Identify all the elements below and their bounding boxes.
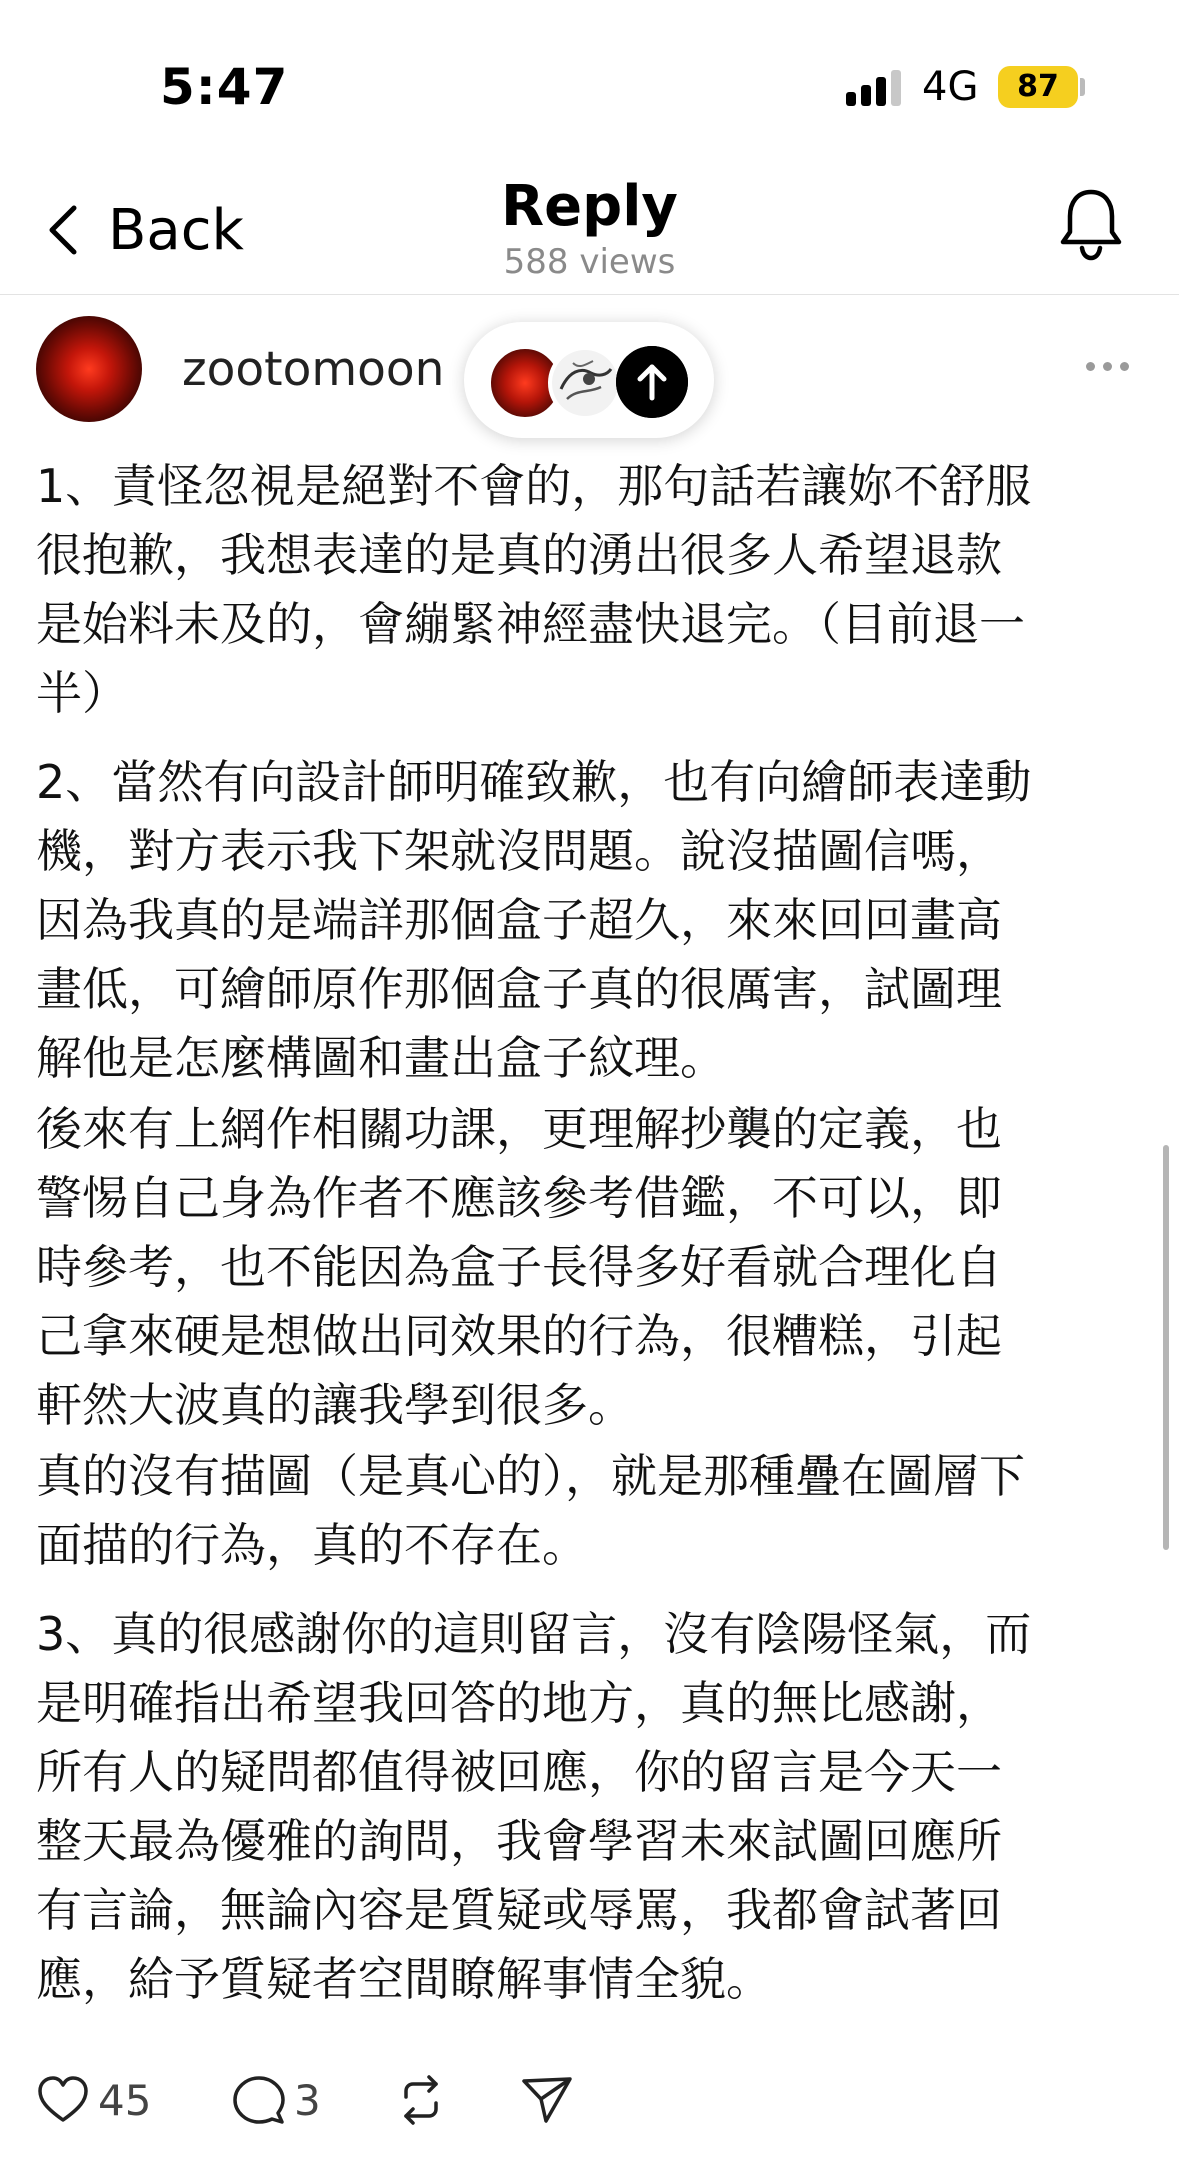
- back-label: Back: [108, 197, 244, 263]
- comment-button[interactable]: [232, 2070, 321, 2130]
- comment-count: 3: [294, 2075, 321, 2125]
- battery-cap: [1080, 78, 1085, 96]
- bell-icon[interactable]: [1058, 186, 1124, 262]
- nav-bar: [0, 170, 1179, 295]
- battery-icon: [998, 66, 1078, 108]
- participants-pill[interactable]: [464, 322, 714, 438]
- battery-level: 87: [1017, 69, 1059, 104]
- page-title: Reply: [501, 174, 678, 239]
- more-options-icon[interactable]: [1086, 360, 1132, 374]
- network-type: 4G: [922, 64, 979, 110]
- repost-button[interactable]: [394, 2070, 448, 2130]
- share-button[interactable]: [520, 2070, 574, 2130]
- post-paragraph: 1、責怪忽視是絕對不會的，那句話若讓妳不舒服 很抱歉，我想表達的是真的湧出很多人希望退款 是始料未及的，會繃緊神經盡快退完。（目前退一 半）: [36, 459, 1032, 720]
- status-bar: [0, 0, 1179, 170]
- view-count: 588 views: [503, 242, 676, 282]
- post-paragraph: 2、當然有向設計師明確致歉，也有向繪師表達動 機，對方表示我下架就沒問題。說沒描圖信嗎， 因為我真的是端詳那個盒子超久，來來回回畫高 畫低，可繪師原作那個盒子真的很厲害，試圖理 解他是怎麼構圖和畫出盒子紋理。: [36, 755, 1032, 1085]
- comment-bubble-icon: [232, 2073, 286, 2127]
- repost-icon: [394, 2073, 448, 2127]
- signal-strength-icon: [846, 70, 904, 106]
- like-count: 45: [98, 2075, 152, 2125]
- post-paragraph: 後來有上網作相關功課，更理解抄襲的定義，也 警惕自己身為作者不應該參考借鑑，不可以，即 時參考，也不能因為盒子長得多好看就合理化自 己拿來硬是想做出同效果的行為，很糟糕，引起 軒然大波真的讓我學到很多。: [36, 1102, 1002, 1432]
- avatar[interactable]: [36, 316, 142, 422]
- participant-avatar: [548, 346, 622, 420]
- send-icon: [520, 2073, 574, 2127]
- post-body: [36, 452, 1156, 2014]
- status-time: 5:47: [160, 58, 289, 116]
- scrollbar[interactable]: [1163, 1145, 1169, 1550]
- heart-icon: [36, 2073, 90, 2127]
- post-paragraph: 真的沒有描圖（是真心的），就是那種疊在圖層下 面描的行為，真的不存在。: [36, 1449, 1025, 1572]
- action-bar: [36, 2070, 1136, 2130]
- share-up-arrow-icon: [616, 346, 688, 418]
- post-header: [0, 300, 1179, 440]
- like-button[interactable]: [36, 2070, 151, 2130]
- post-paragraph: 3、真的很感謝你的這則留言，沒有陰陽怪氣，而 是明確指出希望我回答的地方，真的無比感謝， 所有人的疑問都值得被回應，你的留言是今天一 整天最為優雅的詢問，我會學習未來試圖回應所 有言論，無論內容是質疑或辱罵，我都會試著回 應，給予質疑者空間瞭解事情全貌。: [36, 1607, 1032, 2006]
- username[interactable]: zootomoon: [182, 342, 445, 397]
